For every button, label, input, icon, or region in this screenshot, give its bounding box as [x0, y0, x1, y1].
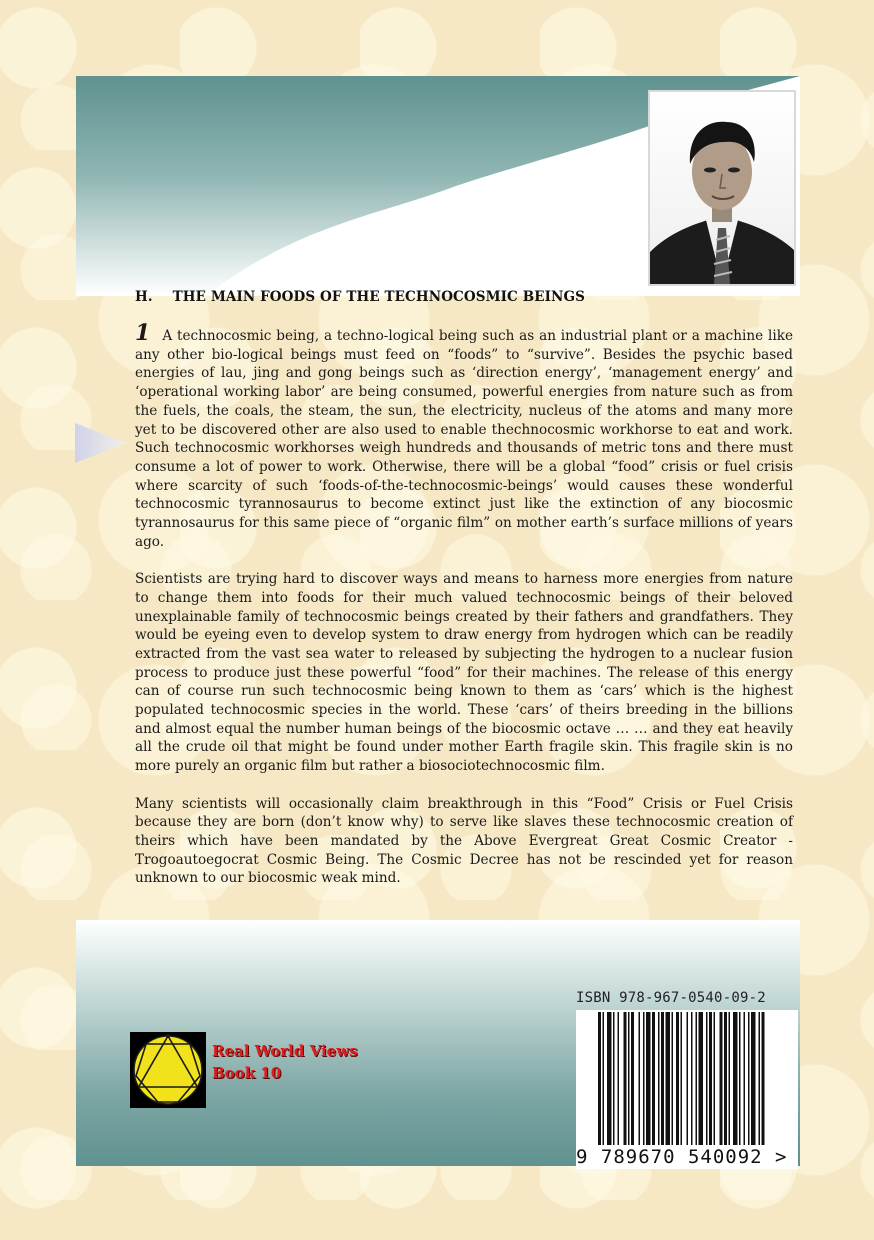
series-book: Book 10: [212, 1064, 282, 1082]
isbn-label: ISBN 978-967-0540-09-2: [576, 990, 766, 1006]
paragraph-number: 1: [135, 320, 151, 346]
series-label: [212, 1040, 358, 1084]
enneagram-logo-icon: [130, 1032, 206, 1108]
series-title: Real World Views: [212, 1042, 358, 1060]
barcode-digits: 9 789670 540092 >: [576, 1145, 798, 1169]
decorative-triangle: [75, 423, 127, 463]
paragraph-1: [135, 320, 793, 551]
paragraph-1-text: A technocosmic being, a techno-logical being such as an industrial plant or a machine like any other bio-logical beings must feed on “foods” to “survive”. Besides the psychic based energies of lau, jing and gong beings such as ‘direction energy’, ‘management energy’ and ‘operational working labor’ are being consumed, powerful energies from nature such as from the fuels, the coals, the steam, the sun, the electricity, nucleus of the atoms and many more yet to be discovered other are also used to enable thechnocosmic workhorse to eat and work. Such technocosmic workhorses weigh hundreds and thousands of metric tons and there must consume a lot of power to work. Otherwise, there will be a global “food” crisis or fuel crisis where scarcity of such ‘foods-of-the-technocosmic-beings’ would causes these wonderful technocosmic tyrannosaurus to become extinct just like the extinction of any biocosmic tyrannosaurus for this same piece of “organic film” on mother earth’s surface millions of years ago.: [135, 328, 793, 550]
body-text: [135, 320, 793, 907]
author-portrait: [648, 90, 796, 286]
section-heading: [135, 289, 585, 305]
paragraph-3: Many scientists will occasionally claim breakthrough in this “Food” Crisis or Fuel Crisis because they are born (don’t know why) to serve like slaves these technocosmic creation of theirs which have been mandated by the Above Evergreat Great Cosmic Creator - Trogoautoegocrat Cosmic Being. The Cosmic Decree has not be rescinded yet for reason unknown to our biocosmic weak mind.: [135, 795, 793, 887]
section-title: THE MAIN FOODS OF THE TECHNOCOSMIC BEINGS: [172, 289, 585, 305]
paragraph-2: Scientists are trying hard to discover ways and means to harness more energies from nature to change them into foods for their much valued technocosmic beings of their beloved unexplainable family of technocosmic beings created by their fathers and grandfathers. They would be eyeing even to develop system to draw energy from hydrogen which can be readily extracted from the vast sea water to released by subjecting the hydrogen to a nuclear fusion process to produce just these powerful “food” for their machines. The release of this energy can of course run such technocosmic being known to them as ‘cars’ which is the highest populated technocosmic species in the world. These ‘cars’ of theirs breeding in the billions and almost equal the number human beings of the biocosmic octave … … and they eat heavily all the crude oil that might be found under mother Earth fragile skin. This fragile skin is no more purely an organic film but rather a biosociotechnocosmic film.: [135, 571, 793, 775]
section-letter: H.: [135, 289, 153, 305]
